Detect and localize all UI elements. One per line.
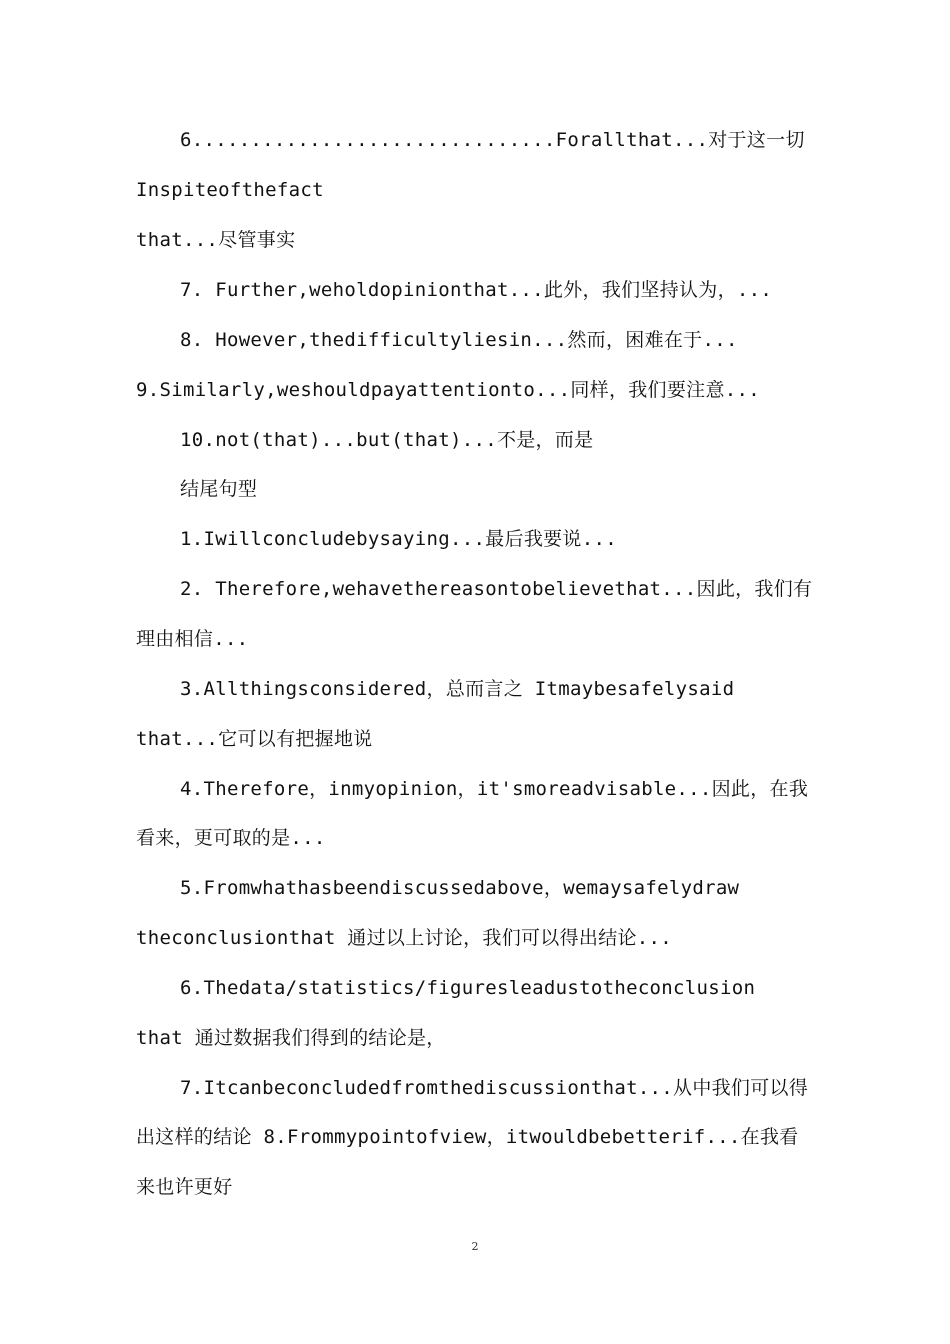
text-line: 9.Similarly,weshouldpayattentionto...同样，我们要注意... [136, 379, 760, 401]
text-line: that...它可以有把握地说 [136, 728, 373, 750]
section-heading: 结尾句型 [180, 478, 258, 500]
text-line: theconclusionthat 通过以上讨论，我们可以得出结论... [136, 927, 673, 949]
text-line: Inspiteofthefact [136, 179, 324, 201]
text-line: 理由相信... [136, 628, 249, 650]
text-line: 5.Fromwhathasbeendiscussedabove，wemaysafelydraw [180, 877, 740, 899]
text-line: 6...............................Forallthat...对于这一切 [180, 129, 805, 151]
text-line: 7.Itcanbeconcludedfromthediscussionthat...从中我们可以得 [180, 1077, 809, 1099]
text-line: 出这样的结论 8.Frommypointofview，itwouldbebetterif...在我看 [136, 1126, 799, 1148]
page-number: 2 [471, 1240, 479, 1253]
text-line: 来也许更好 [136, 1176, 233, 1198]
text-line: 4.Therefore，inmyopinion，it'smoreadvisable...因此，在我 [180, 778, 809, 800]
text-line: 6.Thedata/statistics/figuresleadustotheconclusion [180, 977, 756, 999]
text-line: 看来，更可取的是... [136, 827, 326, 849]
text-line: 7. Further,weholdopinionthat...此外，我们坚持认为，... [180, 279, 773, 301]
text-line: that...尽管事实 [136, 229, 296, 251]
text-line: that 通过数据我们得到的结论是， [136, 1027, 446, 1049]
text-line: 1.Iwillconcludebysaying...最后我要说... [180, 528, 617, 550]
text-line: 10.not(that)...but(that)...不是，而是 [180, 429, 594, 451]
text-line: 8. However,thedifficultyliesin...然而，困难在于... [180, 329, 738, 351]
text-line: 2. Therefore,wehavethereasontobelievethat...因此，我们有 [180, 578, 813, 600]
text-line: 3.Allthingsconsidered，总而言之 Itmaybesafelysaid [180, 678, 735, 700]
